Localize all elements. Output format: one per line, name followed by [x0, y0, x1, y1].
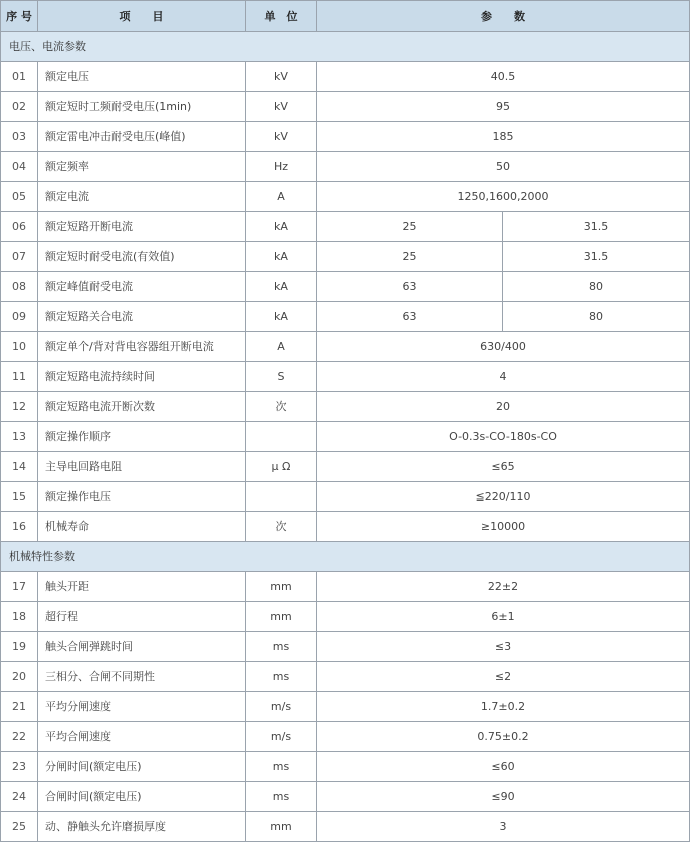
- table-body: [1, 32, 690, 842]
- table-row: [1, 782, 690, 812]
- row-unit: 次: [246, 512, 317, 542]
- row-number: 17: [1, 572, 38, 602]
- row-unit: μ Ω: [246, 452, 317, 482]
- row-item: 额定操作电压: [38, 482, 246, 512]
- row-unit: kV: [246, 122, 317, 152]
- row-item: 分闸时间(额定电压): [38, 752, 246, 782]
- row-value: 31.5: [503, 212, 690, 242]
- row-value: 185: [317, 122, 690, 152]
- row-value: ≤90: [317, 782, 690, 812]
- row-number: 19: [1, 632, 38, 662]
- table-row: [1, 182, 690, 212]
- row-value: ≦220/110: [317, 482, 690, 512]
- row-value: 1250,1600,2000: [317, 182, 690, 212]
- row-number: 02: [1, 92, 38, 122]
- section-title: 电压、电流参数: [1, 32, 690, 62]
- row-item: 额定电压: [38, 62, 246, 92]
- row-value: 22±2: [317, 572, 690, 602]
- section-header-row: [1, 542, 690, 572]
- row-value: ≥10000: [317, 512, 690, 542]
- row-item: 额定短路电流开断次数: [38, 392, 246, 422]
- row-value: 25: [317, 242, 503, 272]
- row-value: 63: [317, 302, 503, 332]
- header-param: 参 数: [317, 1, 690, 32]
- row-unit: ms: [246, 752, 317, 782]
- row-item: 平均分闸速度: [38, 692, 246, 722]
- row-value: 40.5: [317, 62, 690, 92]
- row-item: 主导电回路电阻: [38, 452, 246, 482]
- row-item: 额定电流: [38, 182, 246, 212]
- table-row: [1, 62, 690, 92]
- row-unit: Hz: [246, 152, 317, 182]
- row-value: 3: [317, 812, 690, 842]
- table-row: [1, 692, 690, 722]
- row-item: 超行程: [38, 602, 246, 632]
- table-row: [1, 362, 690, 392]
- row-unit: mm: [246, 812, 317, 842]
- row-unit: [246, 482, 317, 512]
- row-item: 平均合闸速度: [38, 722, 246, 752]
- table-row: [1, 482, 690, 512]
- row-item: 额定短路开断电流: [38, 212, 246, 242]
- table-row: [1, 302, 690, 332]
- row-number: 09: [1, 302, 38, 332]
- row-unit: A: [246, 332, 317, 362]
- table-row: [1, 452, 690, 482]
- row-unit: kA: [246, 242, 317, 272]
- row-item: 额定短路关合电流: [38, 302, 246, 332]
- section-header-row: [1, 32, 690, 62]
- table-row: [1, 752, 690, 782]
- table-header: [1, 1, 690, 32]
- table-row: [1, 122, 690, 152]
- row-item: 三相分、合闸不同期性: [38, 662, 246, 692]
- row-unit: ms: [246, 782, 317, 812]
- table-row: [1, 92, 690, 122]
- row-unit: kV: [246, 62, 317, 92]
- row-number: 22: [1, 722, 38, 752]
- row-number: 06: [1, 212, 38, 242]
- table-row: [1, 512, 690, 542]
- row-item: 动、静触头允许磨损厚度: [38, 812, 246, 842]
- row-unit: m/s: [246, 722, 317, 752]
- row-number: 13: [1, 422, 38, 452]
- row-unit: ms: [246, 662, 317, 692]
- row-value: 50: [317, 152, 690, 182]
- row-unit: mm: [246, 602, 317, 632]
- row-value: ≤60: [317, 752, 690, 782]
- row-number: 14: [1, 452, 38, 482]
- row-number: 01: [1, 62, 38, 92]
- row-value: 20: [317, 392, 690, 422]
- row-value: 80: [503, 272, 690, 302]
- table-row: [1, 212, 690, 242]
- row-item: 额定频率: [38, 152, 246, 182]
- row-number: 15: [1, 482, 38, 512]
- header-item: 项 目: [38, 1, 246, 32]
- row-number: 11: [1, 362, 38, 392]
- row-item: 额定单个/背对背电容器组开断电流: [38, 332, 246, 362]
- row-value: 4: [317, 362, 690, 392]
- table-row: [1, 422, 690, 452]
- table-row: [1, 332, 690, 362]
- row-item: 触头开距: [38, 572, 246, 602]
- row-unit: ms: [246, 632, 317, 662]
- row-number: 24: [1, 782, 38, 812]
- table-row: [1, 662, 690, 692]
- row-unit: m/s: [246, 692, 317, 722]
- row-value: 95: [317, 92, 690, 122]
- row-item: 合闸时间(额定电压): [38, 782, 246, 812]
- table-row: [1, 272, 690, 302]
- row-item: 触头合闸弹跳时间: [38, 632, 246, 662]
- row-unit: kA: [246, 212, 317, 242]
- row-number: 05: [1, 182, 38, 212]
- row-item: 额定短路电流持续时间: [38, 362, 246, 392]
- row-unit: kA: [246, 272, 317, 302]
- section-title: 机械特性参数: [1, 542, 690, 572]
- row-item: 额定短时工频耐受电压(1min): [38, 92, 246, 122]
- row-value: O-0.3s-CO-180s-CO: [317, 422, 690, 452]
- row-value: 80: [503, 302, 690, 332]
- row-number: 07: [1, 242, 38, 272]
- row-unit: A: [246, 182, 317, 212]
- row-unit: kV: [246, 92, 317, 122]
- row-number: 08: [1, 272, 38, 302]
- table-row: [1, 572, 690, 602]
- row-item: 机械寿命: [38, 512, 246, 542]
- row-number: 18: [1, 602, 38, 632]
- row-number: 04: [1, 152, 38, 182]
- row-value: ≤3: [317, 632, 690, 662]
- row-value: 63: [317, 272, 503, 302]
- table-row: [1, 392, 690, 422]
- row-unit: mm: [246, 572, 317, 602]
- table-row: [1, 632, 690, 662]
- table-row: [1, 722, 690, 752]
- row-unit: [246, 422, 317, 452]
- row-value: 630/400: [317, 332, 690, 362]
- table-row: [1, 812, 690, 842]
- row-item: 额定峰值耐受电流: [38, 272, 246, 302]
- row-number: 03: [1, 122, 38, 152]
- row-number: 25: [1, 812, 38, 842]
- header-no: 序 号: [1, 1, 38, 32]
- row-number: 10: [1, 332, 38, 362]
- row-item: 额定操作顺序: [38, 422, 246, 452]
- header-unit: 单 位: [246, 1, 317, 32]
- row-number: 16: [1, 512, 38, 542]
- row-unit: S: [246, 362, 317, 392]
- row-value: ≤65: [317, 452, 690, 482]
- row-item: 额定雷电冲击耐受电压(峰值): [38, 122, 246, 152]
- row-number: 20: [1, 662, 38, 692]
- table-row: [1, 152, 690, 182]
- table-row: [1, 602, 690, 632]
- table-row: [1, 242, 690, 272]
- row-unit: kA: [246, 302, 317, 332]
- row-value: 25: [317, 212, 503, 242]
- row-unit: 次: [246, 392, 317, 422]
- row-value: 0.75±0.2: [317, 722, 690, 752]
- row-value: 1.7±0.2: [317, 692, 690, 722]
- row-value: ≤2: [317, 662, 690, 692]
- row-number: 23: [1, 752, 38, 782]
- row-number: 12: [1, 392, 38, 422]
- row-item: 额定短时耐受电流(有效值): [38, 242, 246, 272]
- row-value: 31.5: [503, 242, 690, 272]
- row-number: 21: [1, 692, 38, 722]
- row-value: 6±1: [317, 602, 690, 632]
